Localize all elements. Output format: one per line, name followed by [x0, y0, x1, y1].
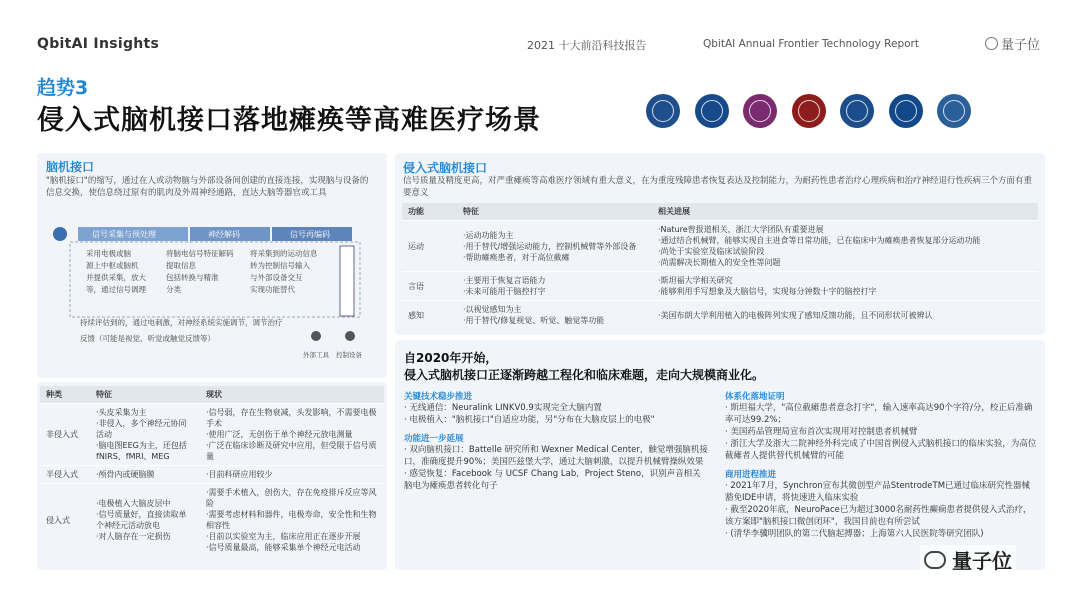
qbitai-logo — [985, 34, 1040, 53]
cell-line: ·目前科研应用较少 — [206, 470, 273, 479]
stage3-label: 信号再编码 — [290, 230, 330, 239]
type-cell: 非侵入式 — [40, 404, 90, 466]
col-header-function: 功能 — [402, 203, 457, 221]
stage1-label: 信号采集与预处理 — [92, 230, 156, 239]
seal-ring — [846, 100, 868, 122]
watermark — [920, 545, 1016, 574]
cell-line: ·电极植入大脑皮层中 — [96, 499, 171, 508]
cell-line: ·颅骨内或硬脑膜 — [96, 470, 155, 479]
bci-flow-diagram — [50, 224, 370, 344]
bullet-item: · 截至2020年底，NeuroPace已为超过3000名耐药性癫痫患者提供侵入式治疗，该方案即"脑机接口微创闭环"，我国目前也有所尝试 — [725, 505, 1032, 527]
col3-line2: 转为控制信号输入 — [250, 261, 310, 270]
col2-line4: 分类 — [166, 285, 181, 294]
progress-cell — [652, 221, 1038, 272]
col2-line1: 将脑电信号特征解码 — [166, 249, 234, 258]
table-row — [40, 404, 384, 466]
cell-line: ·信号弱，存在生物衰减，头发影响，不需要电极手术 — [206, 408, 377, 428]
col-header-feature: 特征 — [90, 386, 200, 404]
bci-heading: 脑机接口 — [46, 160, 95, 174]
col1-line2: 源上中枢或脑机 — [86, 261, 139, 270]
seal-ring — [749, 100, 771, 122]
status-cell — [200, 484, 384, 557]
cell-line: ·广泛在临床诊断及研究中应用，但受限于信号质量 — [206, 441, 377, 461]
university-seal-icon — [937, 94, 971, 128]
logo-text: 量子位 — [1001, 38, 1041, 53]
bullet-item: · 美国药品管理局宣布首次实现用对控制患者机械臂 — [725, 427, 918, 437]
progress-cell — [652, 301, 1038, 330]
section-title: 商用进程推进 — [725, 470, 777, 480]
gear-icon — [311, 331, 321, 341]
col2-line2: 提取信息 — [166, 261, 196, 270]
cell-line: ·未来可能用于脑控打字 — [463, 287, 546, 296]
bullet-item: · 感觉恢复：Facebook 与 UCSF Chang Lab，Project Steno，识别声音相关脑电为瘫痪患者转化句子 — [404, 469, 701, 491]
table-row — [402, 301, 1038, 330]
invasive-heading: 侵入式脑机接口 — [403, 161, 488, 175]
feature-cell — [90, 404, 200, 466]
col1-line4: 等，通过信号调理 — [86, 285, 146, 294]
university-seal-icon — [695, 94, 729, 128]
progress-cell — [652, 272, 1038, 301]
cell-line: ·非侵入，多个神经元协同活动 — [96, 419, 187, 439]
seal-ring — [701, 100, 723, 122]
cell-line: ·需要手术植入，创伤大，存在免疫排斥反应等风险 — [206, 488, 377, 508]
seal-ring — [652, 100, 674, 122]
cell-line: ·需要考虑材料和器件，电极寿命，安全性和生物相容性 — [206, 510, 377, 530]
cell-line: ·对人脑存在一定损伤 — [96, 532, 171, 541]
bullet-item: · 浙江大学及浙大二院神经外科完成了中国首例侵入式脑机接口的临床实验，为高位截瘫者人提供替代机械臂的可能 — [725, 439, 1037, 461]
type-cell: 半侵入式 — [40, 466, 90, 484]
col3-line4: 实现功能替代 — [250, 285, 295, 294]
section-title: 关键技术稳步推进 — [404, 392, 473, 402]
feature-cell — [457, 221, 652, 272]
seal-ring — [895, 100, 917, 122]
page-title: 侵入式脑机接口落地瘫痪等高难医疗场景 — [37, 105, 541, 136]
table-row — [402, 221, 1038, 272]
type-cell: 侵入式 — [40, 484, 90, 557]
commercialization-panel — [395, 340, 1045, 570]
seal-ring — [798, 100, 820, 122]
col1-line1: 采用电极或脑 — [86, 249, 131, 258]
brand-name: QbitAI Insights — [37, 36, 160, 52]
output-label-1: 外部工具 — [303, 351, 329, 359]
report-title-cn: 2021 十大前沿科技报告 — [527, 39, 647, 52]
commercial-heading-2: 侵入式脑机接口正逐渐跨越工程化和临床难题，走向大规模商业化。 — [404, 368, 765, 382]
top-bar — [0, 0, 1080, 70]
cell-line: ·Nature曾报道相关，浙江大学团队有重要进展 — [658, 225, 824, 234]
feature-cell — [457, 301, 652, 330]
bci-types-table — [40, 386, 384, 556]
cell-line: ·头皮采集为主 — [96, 408, 147, 417]
cell-line: ·尚处于实验室及临床试验阶段 — [658, 247, 765, 256]
col3-line1: 将采集到的运动信息 — [250, 249, 318, 258]
cell-line: ·用于替代/增强运动能力，控制机械臂等外部设备 — [463, 241, 637, 251]
university-seal-icon — [743, 94, 777, 128]
university-seals — [646, 94, 971, 128]
section-title: 体系化落地证明 — [725, 392, 785, 402]
cell-line: ·用于替代/修复视觉、听觉、触觉等功能 — [463, 316, 605, 325]
brain-icon — [53, 227, 67, 241]
col2-line3: 包括转换与精准 — [166, 273, 219, 282]
watermark-text: 量子位 — [952, 549, 1012, 573]
table-row — [40, 484, 384, 557]
device-icon — [345, 331, 355, 341]
right-progress-column — [725, 390, 1037, 565]
col-header-progress: 相关进展 — [652, 203, 1038, 221]
trend-label: 趋势3 — [37, 77, 89, 99]
university-seal-icon — [889, 94, 923, 128]
logo-circle-icon — [985, 37, 998, 50]
bullet-item: · 斯坦福大学，"高位截瘫患者意念打字"，输入速率高达90个字符/分，校正后准确率可达99.2%； — [725, 403, 1033, 425]
university-seal-icon — [840, 94, 874, 128]
device-box — [340, 246, 354, 316]
university-seal-icon — [646, 94, 680, 128]
col-header-status: 现状 — [200, 386, 384, 404]
cell-line: ·能够利用手写想象及大脑信号，实现每分钟数十字的脑控打字 — [658, 287, 877, 296]
invasive-intro-text: 信号质量及精度更高，对严重瘫痪等高难医疗领域有重大意义，在为重度残障患者恢复表达及控制能力，为耐药性患者治疗心理疾病和治疗神经退行性疾病三个方面有重要意义 — [403, 176, 1033, 198]
cell-line: ·帮助瘫痪患者，对于高位截瘫 — [463, 252, 570, 262]
feature-cell — [90, 466, 200, 484]
cell-line: ·信号质量最高，能够采集单个神经元电活动 — [206, 543, 361, 552]
cell-line: ·使用广泛，无创伤于单个神经元放电测量 — [206, 430, 353, 439]
wechat-icon — [924, 551, 946, 569]
bullet-item: · 无线通信：Neuralink LINKV0.9实现完全大脑内置 — [404, 403, 602, 413]
seal-ring — [943, 100, 965, 122]
commercial-heading-1: 自2020年开始， — [404, 351, 498, 365]
col-header-type: 种类 — [40, 386, 90, 404]
bullet-item: · 电极植入："脑机接口"自适应功能，另"分布在大脑皮层上的电极" — [404, 415, 655, 425]
cell-line: ·主要用于恢复言语能力 — [463, 276, 546, 285]
cell-line: ·尚需解决长期植入的安全性等问题 — [658, 258, 781, 267]
left-progress-column — [404, 390, 709, 565]
cell-line: ·以视觉感知为主 — [463, 305, 522, 314]
stage2-label: 神经解码 — [208, 230, 240, 239]
report-title-en: QbitAI Annual Frontier Technology Report — [703, 38, 919, 50]
function-cell: 言语 — [402, 272, 457, 301]
cell-line: ·信号质量好，直接读取单个神经元活动放电 — [96, 510, 187, 530]
bullet-item: · 2021年7月，Synchron宣布其微创型产品StentrodeTM已通过临床研究性器械豁免IDE申请，将快速进入临床实验 — [725, 481, 1031, 503]
section-title: 功能进一步延展 — [404, 434, 464, 444]
table-row — [40, 466, 384, 484]
function-cell: 感知 — [402, 301, 457, 330]
feature-cell — [457, 272, 652, 301]
col-header-feature: 特征 — [457, 203, 652, 221]
col1-line3: 并提供采集，放大 — [86, 273, 146, 282]
cell-line: ·通过结合机械臂，能够实现自主进食等日常功能，已在临床中为瘫痪患者恢复部分运动功能 — [658, 236, 981, 245]
function-cell: 运动 — [402, 221, 457, 272]
col3-line3: 与外部设备交互 — [250, 273, 303, 282]
cell-line: ·目前以实验室为主，临床应用正在逐步开展 — [206, 532, 361, 541]
cell-line: ·斯坦福大学相关研究 — [658, 276, 733, 285]
bci-intro-text: "脑机接口"的缩写，通过在人或动物脑与外部设备间创建的直接连接，实现脑与设备的信息交换，使信息绕过原有的肌肉及外周神经通路，直达大脑等器官或工具 — [46, 176, 369, 198]
cell-line: ·脑电图EEG为主，还包括fNIRS、fMRI、MEG — [96, 441, 187, 461]
status-cell — [200, 404, 384, 466]
bullet-item: · (清华李骥明团队的第二代脑起搏器；上海第六人民医院等研究团队) — [725, 529, 984, 539]
cell-line: ·美国布朗大学利用植入的电极阵列实现了感知反馈功能，且不同形状可被辨认 — [658, 310, 933, 320]
status-cell — [200, 466, 384, 484]
table-row — [402, 272, 1038, 301]
feature-cell — [90, 484, 200, 557]
feedback-text: 反馈（可能是视觉、听觉或触觉反馈等） — [80, 334, 215, 343]
university-seal-icon — [792, 94, 826, 128]
bullet-item: · 双向脑机接口：Battelle 研究所和 Wexner Medical Center，触觉增强脑机接口，准确度提升90%；美国匹兹堡大学，通过大脑刺激，以提升机械臂操纵效果 — [404, 445, 708, 467]
loop-text: 持续评估到的，通过电刺激，对神经系统实施调节，调节治疗 — [80, 318, 283, 327]
invasive-function-table — [402, 203, 1038, 329]
output-label-2: 控制设备 — [336, 351, 362, 359]
cell-line: ·运动功能为主 — [463, 230, 514, 240]
